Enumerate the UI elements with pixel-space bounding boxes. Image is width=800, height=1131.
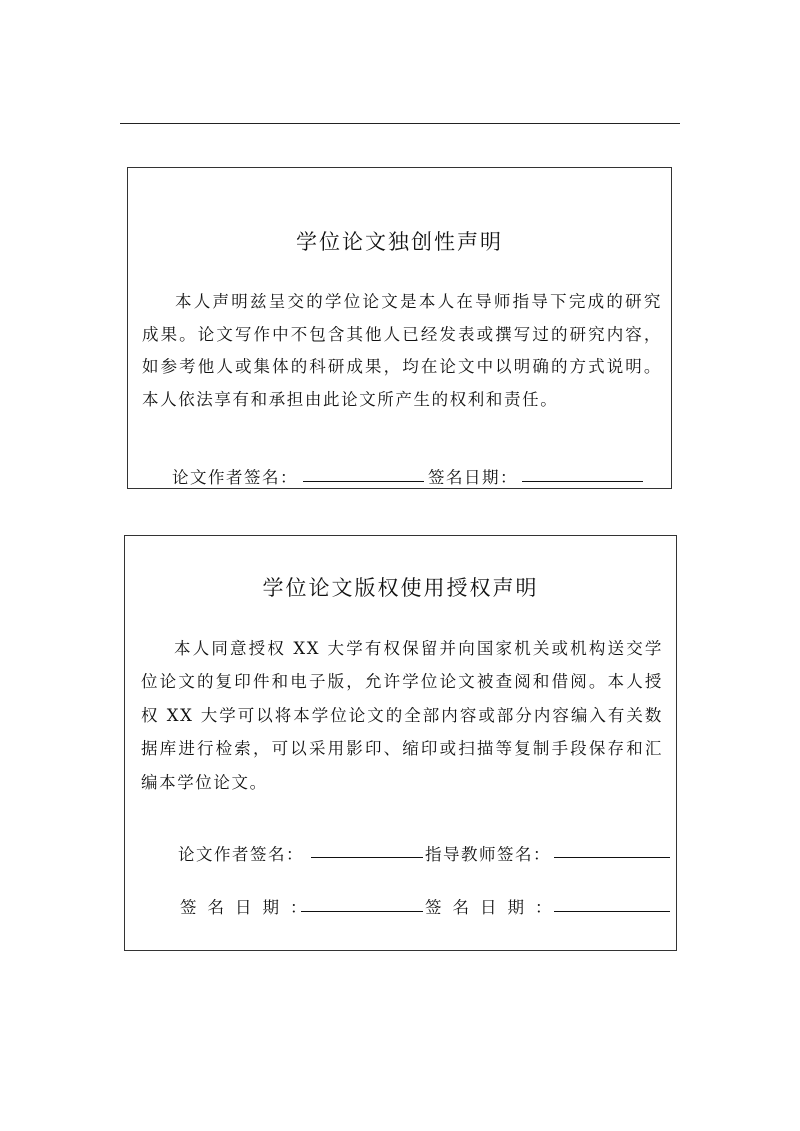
originality-declaration-title: 学位论文独创性声明 — [296, 230, 503, 254]
supervisor-signature-field[interactable] — [554, 857, 670, 858]
supervisor-date-field[interactable] — [554, 911, 670, 912]
page-header-rule — [120, 123, 680, 124]
author-date-label: 签名日期： — [180, 898, 318, 917]
copyright-declaration-box — [124, 535, 677, 951]
supervisor-date-label: 签名日期： — [425, 898, 563, 917]
sign-date-label: 签名日期： — [428, 468, 518, 487]
copyright-declaration-title: 学位论文版权使用授权声明 — [262, 576, 539, 600]
copyright-declaration-body: 本人同意授权 XX 大学有权保留并向国家机关或机构送交学位论文的复印件和电子版，允许学位论文被查阅和借阅。本人授权 XX 大学可以将本学位论文的全部内容或部分内容编入有关数据库进行检索，可以采用影印、缩印或扫描等复制手段保存和汇编本学位论文。 — [141, 639, 663, 792]
author-date-field[interactable] — [301, 911, 423, 912]
author-signature-label: 论文作者签名： — [172, 468, 298, 487]
sign-date-field[interactable] — [522, 481, 643, 482]
author-signature-field[interactable] — [303, 481, 424, 482]
originality-declaration-box — [127, 167, 672, 489]
author-signature-field[interactable] — [311, 857, 423, 858]
author-signature-label: 论文作者签名： — [178, 845, 304, 864]
originality-declaration-body: 本人声明兹呈交的学位论文是本人在导师指导下完成的研究成果。论文写作中不包含其他人已经发表或撰写过的研究内容，如参考他人或集体的科研成果，均在论文中以明确的方式说明。本人依法享有和承担由此论文所产生的权利和责任。 — [142, 292, 662, 409]
supervisor-signature-label: 指导教师签名： — [425, 845, 551, 864]
